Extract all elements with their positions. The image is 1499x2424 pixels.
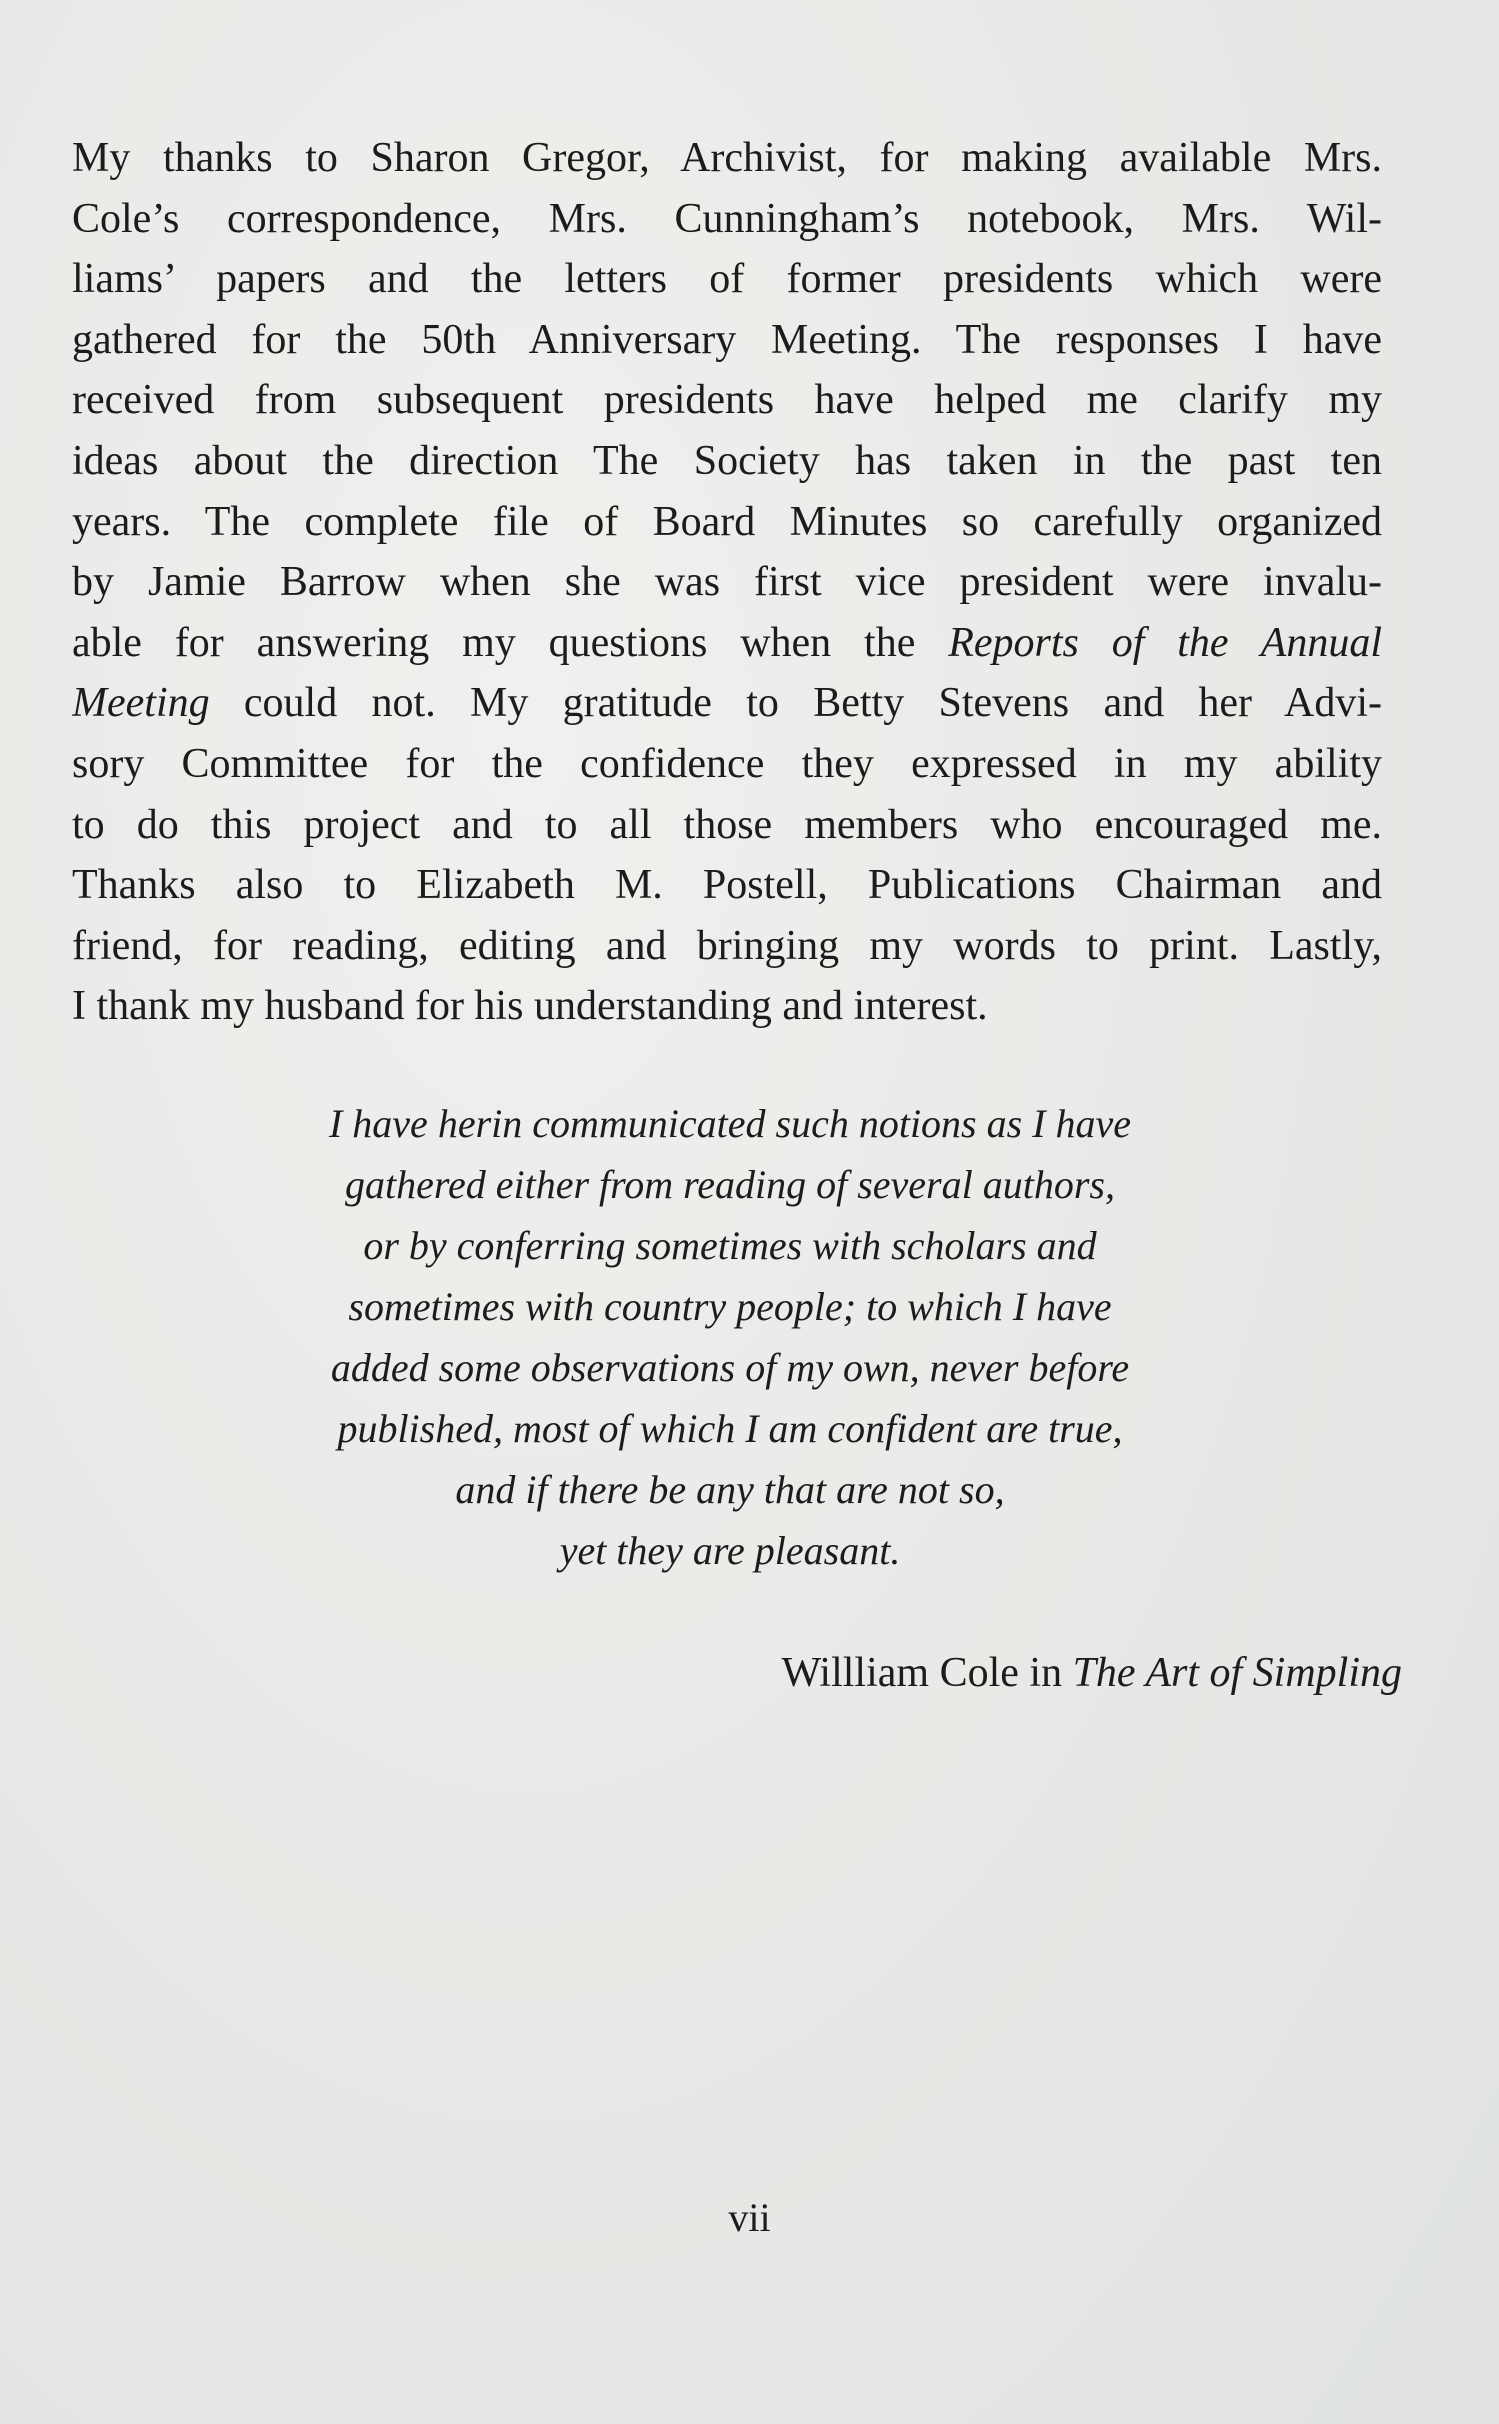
paragraph-line: I thank my husband for his understanding and interest. bbox=[72, 983, 988, 1030]
page-number: vii bbox=[728, 2195, 771, 2240]
paragraph-line: My thanks to Sharon Gregor, Archivist, for making available Mrs. bbox=[72, 135, 1382, 181]
acknowledgment-paragraph bbox=[72, 128, 1382, 1037]
meeting-title: Meeting bbox=[72, 680, 210, 727]
paragraph-line: ideas about the direction The Society has taken in the past ten bbox=[72, 437, 1382, 484]
epigraph-line: gathered either from reading of several authors, bbox=[345, 1162, 1115, 1207]
paragraph-line: liams’ papers and the letters of former presidents which were bbox=[72, 256, 1382, 303]
epigraph-line: or by conferring sometimes with scholars and bbox=[363, 1223, 1097, 1268]
epigraph-line: added some observations of my own, never before bbox=[330, 1345, 1130, 1390]
paragraph-line: friend, for reading, editing and bringing my words to print. Lastly, bbox=[72, 922, 1382, 969]
paragraph-line: sory Committee for the confidence they expressed in my ability bbox=[72, 740, 1382, 787]
paragraph-line: by Jamie Barrow when she was first vice president were invalu- bbox=[72, 559, 1382, 606]
paragraph-line: Thanks also to Elizabeth M. Postell, Publications Chairman and bbox=[72, 862, 1382, 909]
reports-title: Reports of the Annual bbox=[948, 619, 1382, 666]
epigraph-attribution bbox=[781, 1643, 1402, 1703]
epigraph-line: yet they are pleasant. bbox=[559, 1528, 901, 1573]
paragraph-line: Cole’s correspondence, Mrs. Cunningham’s notebook, Mrs. Wil- bbox=[72, 195, 1382, 242]
epigraph-line: sometimes with country people; to which I have bbox=[348, 1284, 1112, 1329]
paragraph-line: Meeting could not. My gratitude to Betty Stevens and her Advi- bbox=[72, 680, 1382, 727]
attribution-author: Willliam Cole in bbox=[781, 1650, 1073, 1696]
paragraph-line: gathered for the 50th Anniversary Meeting. The responses I have bbox=[72, 316, 1382, 363]
epigraph-line: I have herin communicated such notions as I have bbox=[328, 1101, 1132, 1146]
paragraph-line: to do this project and to all those members who encouraged me. bbox=[72, 801, 1382, 848]
epigraph-line: and if there be any that are not so, bbox=[455, 1467, 1005, 1512]
attribution-work-title: The Art of Simpling bbox=[1072, 1650, 1402, 1696]
epigraph-line: published, most of which I am confident are true, bbox=[337, 1406, 1123, 1451]
epigraph-quote bbox=[180, 1093, 1280, 1581]
paragraph-line: years. The complete file of Board Minutes so carefully organized bbox=[72, 498, 1382, 545]
paragraph-line: able for answering my questions when the Reports of the Annual bbox=[72, 619, 1382, 666]
paragraph-line: received from subsequent presidents have helped me clarify my bbox=[72, 377, 1382, 424]
